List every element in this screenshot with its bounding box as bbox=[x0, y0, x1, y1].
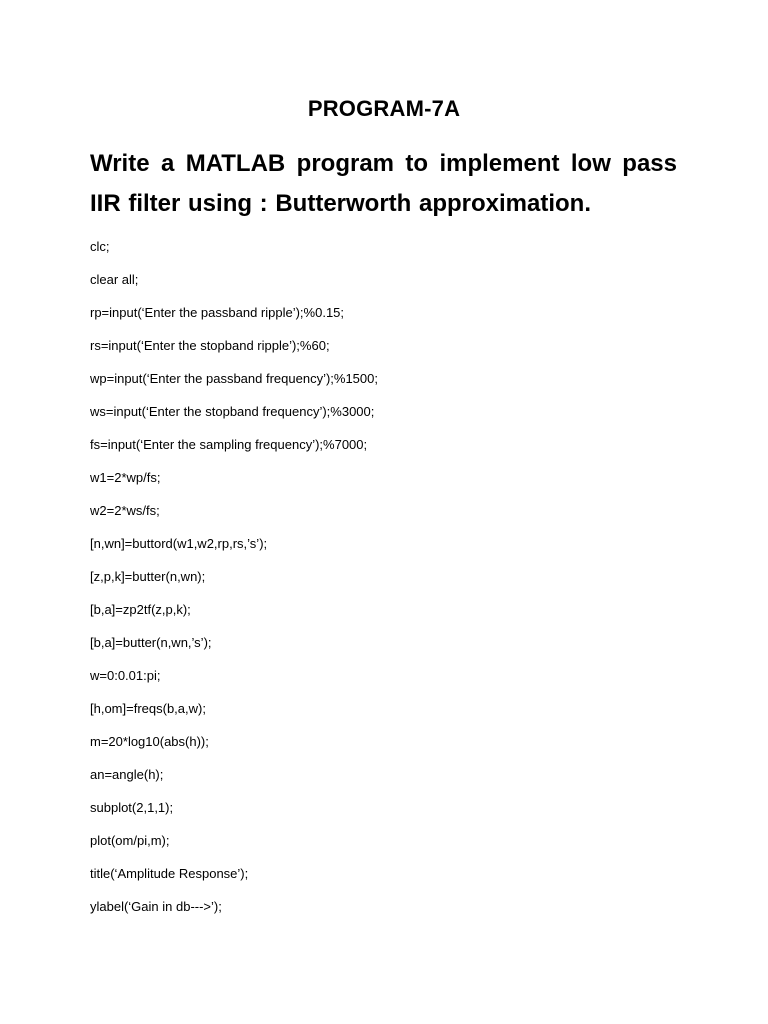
code-line: w=0:0.01:pi; bbox=[90, 668, 161, 683]
code-line: subplot(2,1,1); bbox=[90, 800, 174, 815]
code-listing bbox=[90, 235, 690, 928]
code-line: wp=input(‘Enter the passband frequency’);%1500; bbox=[90, 371, 378, 386]
program-heading: PROGRAM-7A bbox=[307, 96, 461, 121]
code-line: w1=2*wp/fs; bbox=[90, 470, 161, 485]
code-line: plot(om/pi,m); bbox=[90, 833, 170, 848]
code-line: rs=input(‘Enter the stopband ripple’);%60; bbox=[90, 338, 330, 353]
code-line: [h,om]=freqs(b,a,w); bbox=[90, 701, 206, 716]
code-line: clc; bbox=[90, 239, 110, 254]
code-line: [b,a]=butter(n,wn,’s’); bbox=[90, 635, 212, 650]
task-statement: Write a MATLAB program to implement low pass IIR filter using : Butterworth approximation. bbox=[90, 150, 677, 217]
code-line: w2=2*ws/fs; bbox=[90, 503, 160, 518]
code-line: [b,a]=zp2tf(z,p,k); bbox=[90, 602, 191, 617]
code-line: fs=input(‘Enter the sampling frequency’);%7000; bbox=[90, 437, 368, 452]
code-line: [n,wn]=buttord(w1,w2,rp,rs,’s’); bbox=[90, 536, 268, 551]
code-line: ws=input(‘Enter the stopband frequency’);%3000; bbox=[90, 404, 375, 419]
code-line: [z,p,k]=butter(n,wn); bbox=[90, 569, 206, 584]
code-line: clear all; bbox=[90, 272, 139, 287]
code-line: ylabel(‘Gain in db--->’); bbox=[90, 899, 222, 914]
code-line: rp=input(‘Enter the passband ripple’);%0.15; bbox=[90, 305, 345, 320]
code-line: m=20*log10(abs(h)); bbox=[90, 734, 209, 749]
code-line: title(‘Amplitude Response’); bbox=[90, 866, 249, 881]
code-line: an=angle(h); bbox=[90, 767, 164, 782]
